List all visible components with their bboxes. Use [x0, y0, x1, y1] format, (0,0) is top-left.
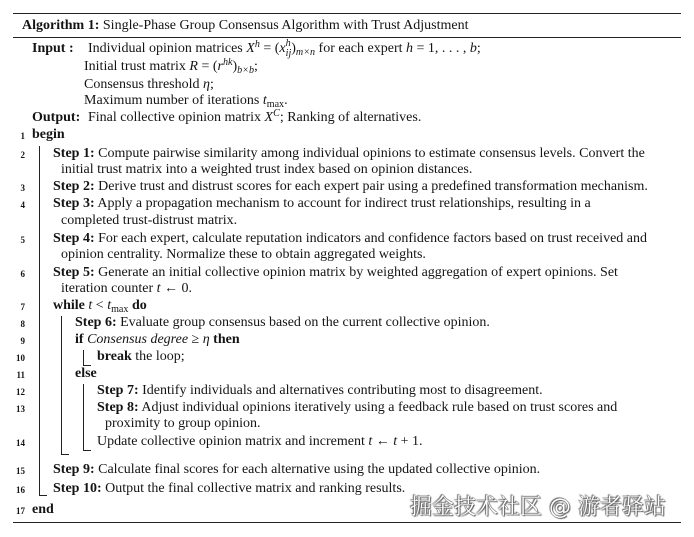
math-text: = 1, . . . , — [413, 41, 470, 57]
else-line — [75, 365, 97, 382]
math-text: + 1. — [397, 434, 423, 449]
step-text: Generate an initial collective opinion matrix by weighted aggregation of expert opinions. Set — [98, 265, 618, 280]
math-var: h — [406, 41, 413, 57]
while-line — [53, 297, 147, 314]
math-sup: hk — [222, 56, 233, 68]
step-text: Evaluate group consensus based on the current collective opinion. — [120, 315, 490, 330]
step-1-continuation: initial trust matrix into a weighted trust index based on opinion distances. — [61, 162, 473, 177]
math-text: = ( — [259, 41, 280, 57]
step-label: Step 5: — [53, 265, 95, 280]
end-line — [32, 501, 54, 518]
math-text: ; — [209, 77, 214, 92]
step-text: Identify individuals and alternatives contributing most to disagreement. — [142, 383, 543, 398]
step-4-line — [53, 230, 647, 247]
math-text: ) — [291, 41, 296, 57]
math-var: t — [156, 281, 161, 296]
step-4-continuation: opinion centrality. Normalize these to obtain aggregated weights. — [61, 247, 426, 262]
step-label: Step 2: — [53, 179, 95, 194]
math-var: η — [202, 332, 210, 347]
math-text: ← 0. — [160, 281, 193, 296]
math-text: ; — [254, 59, 258, 74]
math-text: < — [92, 298, 108, 313]
step-text: Output the final collective matrix and ranking results. — [105, 481, 406, 496]
input-colon: : — [68, 41, 74, 57]
input-text: Individual opinion matrices — [88, 41, 247, 57]
line-number: 2 — [20, 150, 25, 160]
line-number: 6 — [20, 269, 25, 279]
step-text: Apply a propagation mechanism to account for indirect trust relationships, resulting in a — [97, 196, 591, 211]
input-trust-line — [84, 58, 258, 75]
bottom-rule — [13, 522, 681, 523]
step-text: Calculate final scores for each alternative using the updated collective opinion. — [98, 462, 541, 477]
watermark: 掘金技术社区 @ 游者驿站 — [410, 495, 666, 520]
if-line — [75, 331, 240, 348]
math-var: t — [262, 93, 267, 108]
math-sub: max — [111, 304, 129, 316]
line-number: 13 — [16, 404, 25, 414]
step-label: Step 9: — [53, 462, 95, 477]
math-sup: C — [273, 107, 280, 119]
math-sub: ij — [285, 47, 292, 59]
line-number: 11 — [16, 370, 25, 380]
output-label-box — [32, 109, 88, 126]
keyword-begin: begin — [32, 127, 65, 142]
math-var: t — [88, 298, 93, 313]
step-text: Compute pairwise similarity among individual opinions to estimate consensus levels. Convert the — [98, 146, 645, 161]
math-text: ) — [232, 59, 238, 74]
algorithm-label: Algorithm 1: — [22, 18, 100, 33]
step-label: Step 4: — [53, 231, 95, 246]
output-line — [32, 109, 421, 126]
begin-block-end-tick — [39, 495, 47, 496]
step-text: Adjust individual opinions iteratively using a feedback rule based on trust scores and — [141, 400, 618, 415]
step-label: Step 1: — [53, 146, 95, 161]
keyword-break: break — [97, 349, 132, 364]
step-8-line — [97, 399, 617, 416]
math-text: ← — [372, 434, 394, 449]
math-text: = ( — [197, 59, 218, 74]
else-block-bar — [83, 384, 84, 451]
begin-line — [32, 126, 65, 143]
math-var: t — [368, 434, 373, 449]
step-label: Step 10: — [53, 481, 102, 496]
keyword-else: else — [75, 366, 97, 381]
update-line — [97, 433, 423, 450]
step-text: iteration counter — [61, 281, 157, 296]
output-label: Output: — [32, 110, 81, 125]
step-8-continuation: proximity to group opinion. — [105, 416, 261, 431]
math-sub: max — [266, 99, 285, 111]
line-number: 17 — [16, 506, 25, 516]
line-number: 10 — [16, 353, 25, 363]
begin-block-bar — [39, 146, 40, 496]
step-text: the loop; — [135, 349, 185, 364]
input-matrices-line — [32, 39, 481, 58]
math-var: η — [203, 77, 210, 92]
math-var: t — [107, 298, 112, 313]
math-var: X — [246, 41, 255, 57]
line-number: 1 — [20, 131, 25, 141]
break-line — [97, 348, 185, 365]
step-3-line — [53, 195, 591, 212]
step-5-continuation — [61, 280, 192, 297]
line-number: 9 — [20, 336, 25, 346]
keyword-then: then — [213, 332, 240, 347]
math-text: . — [284, 93, 288, 108]
step-7-line — [97, 382, 543, 399]
math-sup: h — [254, 39, 260, 51]
step-1-line — [53, 145, 645, 162]
input-iterations-line — [84, 92, 288, 109]
math-var: X — [264, 110, 274, 125]
math-var: r — [217, 59, 223, 74]
step-text: Derive trust and distrust scores for each expert pair using a predefined transformation mechanism. — [98, 179, 648, 194]
math-text: ≥ — [188, 332, 203, 347]
math-var: x — [279, 41, 286, 57]
line-number: 5 — [20, 235, 25, 245]
input-threshold-line — [84, 76, 214, 93]
output-text: Final collective opinion matrix — [88, 110, 265, 125]
math-var: R — [189, 59, 198, 74]
step-text: Update collective opinion matrix and increment — [97, 434, 369, 449]
line-number: 3 — [20, 183, 25, 193]
math-sub: m×n — [295, 47, 316, 59]
input-text: Maximum number of iterations — [84, 93, 263, 108]
step-label: Step 7: — [97, 383, 139, 398]
math-var: t — [393, 434, 398, 449]
input-label: Input — [32, 41, 66, 57]
while-block-end-tick — [61, 454, 69, 455]
while-block-bar — [61, 316, 62, 455]
output-text: ; Ranking of alternatives. — [279, 110, 422, 125]
step-6-line — [75, 314, 490, 331]
input-text: Initial trust matrix — [84, 59, 190, 74]
line-number: 14 — [16, 438, 25, 448]
else-block-end-tick — [83, 450, 91, 451]
step-label: Step 8: — [97, 400, 139, 415]
input-text: for each expert — [315, 41, 406, 57]
keyword-while: while — [53, 298, 85, 313]
step-label: Step 3: — [53, 196, 95, 211]
top-rule — [13, 13, 681, 14]
algorithm-title: Single-Phase Group Consensus Algorithm with Trust Adjustment — [102, 18, 469, 33]
line-number: 8 — [20, 319, 25, 329]
line-number: 12 — [16, 387, 25, 397]
keyword-do: do — [131, 298, 147, 313]
if-block-bar — [83, 350, 84, 366]
line-number: 7 — [20, 302, 25, 312]
math-sub: b×b — [237, 65, 255, 77]
step-5-line — [53, 264, 618, 281]
math-var: b — [469, 41, 477, 57]
step-9-line — [53, 461, 540, 478]
step-text: For each expert, calculate reputation indicators and confidence factors based on trust received and — [98, 231, 647, 246]
math-sup: h — [285, 38, 291, 49]
line-number: 15 — [16, 466, 25, 476]
step-2-line — [53, 178, 648, 195]
condition-text: Consensus degree — [87, 332, 189, 347]
keyword-if: if — [75, 332, 84, 347]
algorithm-caption — [22, 17, 468, 34]
input-label-box — [32, 40, 88, 57]
caption-rule — [13, 37, 681, 38]
step-3-continuation: completed trust-distrust matrix. — [61, 213, 238, 228]
step-10-line — [53, 480, 405, 497]
keyword-end: end — [32, 502, 54, 517]
math-text: ; — [476, 41, 481, 57]
line-number: 16 — [16, 485, 25, 495]
input-text: Consensus threshold — [84, 77, 203, 92]
step-label: Step 6: — [75, 315, 117, 330]
line-number: 4 — [20, 200, 25, 210]
